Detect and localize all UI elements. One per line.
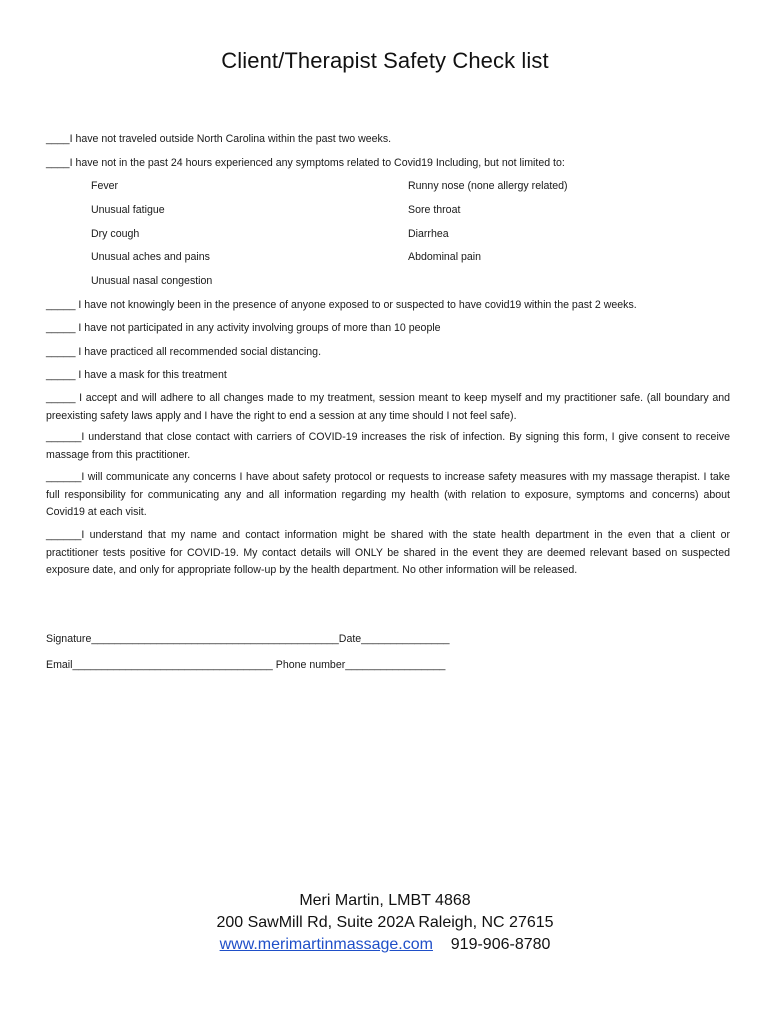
symptom-item: Abdominal pain [408,251,482,263]
page-title: Client/Therapist Safety Check list [221,48,549,73]
email-phone-line: Email__________________________________ Phone number_________________ [46,659,446,671]
checklist-item-mask: _____ I have a mask for this treatment [46,369,227,381]
checklist-item-traveled: ____I have not traveled outside North Carolina within the past two weeks. [46,133,392,145]
footer-phone: 919-906-8780 [450,936,551,953]
symptom-item: Unusual fatigue [91,204,165,216]
symptom-item: Dry cough [91,228,140,240]
footer-address: 200 SawMill Rd, Suite 202A Raleigh, NC 27615 [216,914,554,931]
checklist-item-communicate: ______I will communicate any concerns I have about safety protocol or requests to increase safety measures with my massage therapist. I take full responsibility for communicating any and all information regarding my health (with relation to exposure, symptoms and concerns) about Covid19 at each visit. [46,471,730,518]
checklist-item-shared: ______I understand that my name and contact information might be shared with the state health department in the even that a client or practitioner tests positive for COVID-19. My contact details will ONLY be shared in the event they are deemed relevant based on suspected exposure date, and only for appropriate follow-up by the health department. No other information will be released. [46,529,730,576]
symptom-item: Unusual nasal congestion [91,275,213,287]
symptom-item: Runny nose (none allergy related) [408,180,568,192]
checklist-item-symptoms: ____I have not in the past 24 hours experienced any symptoms related to Covid19 Including, but not limited to: [46,157,565,169]
symptom-item: Sore throat [408,204,461,216]
checklist-item-contact: ______I understand that close contact with carriers of COVID-19 increases the risk of infection. By signing this form, I give consent to receive massage from this practitioner. [46,431,730,461]
signature-date-line: Signature__________________________________________Date_______________ [46,633,450,645]
website-link[interactable]: www.merimartinmassage.com [219,936,433,953]
checklist-item-distancing: _____ I have practiced all recommended social distancing. [46,346,322,358]
checklist-item-adhere: _____ I accept and will adhere to all changes made to my treatment, session meant to keep myself and my practitioner safe. (all boundary and preexisting safety laws apply and I have the right to end a session at any time should I not feel safe). [46,392,730,422]
symptom-item: Diarrhea [408,228,449,240]
footer-contact [0,934,770,956]
symptom-item: Unusual aches and pains [91,251,210,263]
checklist-item-exposure: _____ I have not knowingly been in the presence of anyone exposed to or suspected to have covid19 within the past 2 weeks. [46,299,637,311]
checklist-item-groups: _____ I have not participated in any activity involving groups of more than 10 people [46,322,441,334]
footer-name: Meri Martin, LMBT 4868 [299,892,471,909]
symptom-item: Fever [91,180,119,192]
